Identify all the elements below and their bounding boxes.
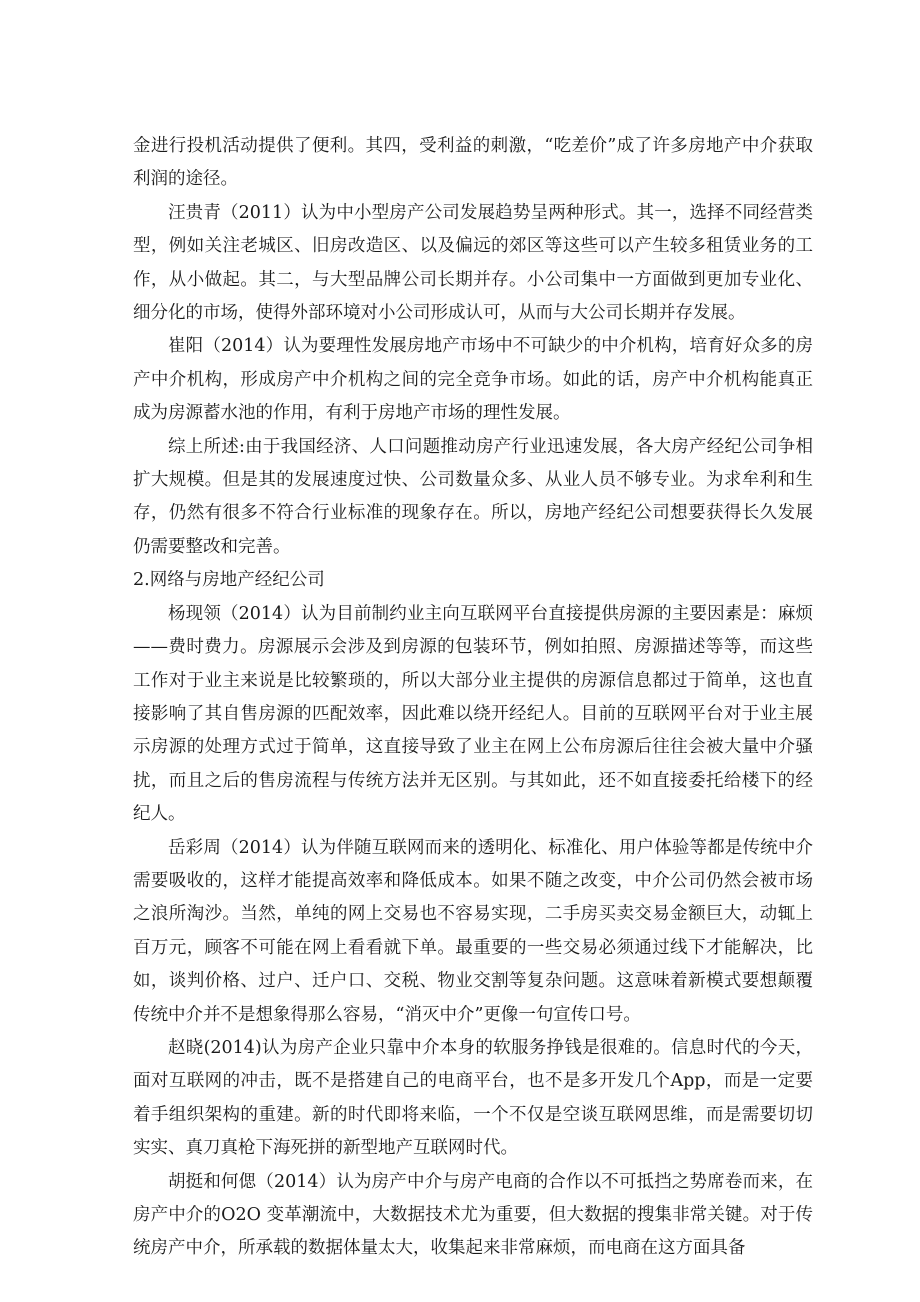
document-body: [133, 130, 813, 1266]
section-heading: 2.网络与房地产经纪公司: [133, 570, 325, 591]
paragraph-yang-xianling: 杨现领（2014）认为目前制约业主向互联网平台直接提供房源的主要因素是：麻烦——费时费力。房源展示会涉及到房源的包装环节，例如拍照、房源描述等等，而这些工作对于业主来说是比较繁琐的，所以大部分业主提供的房源信息都过于简单，这也直接影响了其自售房源的匹配效率，因此难以绕开经纪人。目前的互联网平台对于业主展示房源的处理方式过于简单，这直接导致了业主在网上公布房源后往往会被大量中介骚扰，而且之后的售房流程与传统方法并无区别。与其如此，还不如直接委托给楼下的经纪人。: [133, 603, 813, 825]
paragraph-wang-guiqing: 汪贵青（2011）认为中小型房产公司发展趋势呈两种形式。其一，选择不同经营类型，例如关注老城区、旧房改造区、以及偏远的郊区等这些可以产生较多租赁业务的工作，从小做起。其二，与大型品牌公司长期并存。小公司集中一方面做到更加专业化、细分化的市场，使得外部环境对小公司形成认可，从而与大公司长期并存发展。: [133, 202, 813, 324]
paragraph-continuation: 金进行投机活动提供了便利。其四，受利益的刺激，“吃差价”成了许多房地产中介获取利润的途径。: [133, 136, 813, 190]
paragraph-zhao-xiao: 赵晓(2014)认为房产企业只靠中介本身的软服务挣钱是很难的。信息时代的今天，面对互联网的冲击，既不是搭建自己的电商平台，也不是多开发几个App，而是一定要着手组织架构的重建。新的时代即将来临，一个不仅是空谈互联网思维，而是需要切切实实、真刀真枪下海死拼的新型地产互联网时代。: [133, 1037, 813, 1159]
paragraph-summary: 综上所述:由于我国经济、人口问题推动房产行业迅速发展，各大房产经纪公司争相扩大规模。但是其的发展速度过快、公司数量众多、从业人员不够专业。为求牟利和生存，仍然有很多不符合行业标准的现象存在。所以，房地产经纪公司想要获得长久发展仍需要整改和完善。: [133, 436, 813, 557]
paragraph-hu-ting-he-si: 胡挺和何偲（2014）认为房产中介与房产电商的合作以不可抵挡之势席卷而来，在房产中介的O2O 变革潮流中，大数据技术尤为重要，但大数据的搜集非常关键。对于传统房产中介，所承载的数据体量太大，收集起来非常麻烦，而电商在这方面具备: [133, 1171, 813, 1259]
paragraph-cui-yang: 崔阳（2014）认为要理性发展房地产市场中不可缺少的中介机构，培育好众多的房产中介机构，形成房产中介机构之间的完全竞争市场。如此的话，房产中介机构能真正成为房源蓄水池的作用，有利于房地产市场的理性发展。: [133, 336, 813, 424]
paragraph-yue-caizhou: 岳彩周（2014）认为伴随互联网而来的透明化、标准化、用户体验等都是传统中介需要吸收的，这样才能提高效率和降低成本。如果不随之改变，中介公司仍然会被市场之浪所淘沙。当然，单纯的网上交易也不容易实现，二手房买卖交易金额巨大，动辄上百万元，顾客不可能在网上看看就下单。最重要的一些交易必须通过线下才能解决，比如，谈判价格、过户、迁户口、交税、物业交割等复杂问题。这意味着新模式要想颠覆传统中介并不是想象得那么容易，“消灭中介”更像一句宣传口号。: [133, 837, 813, 1025]
